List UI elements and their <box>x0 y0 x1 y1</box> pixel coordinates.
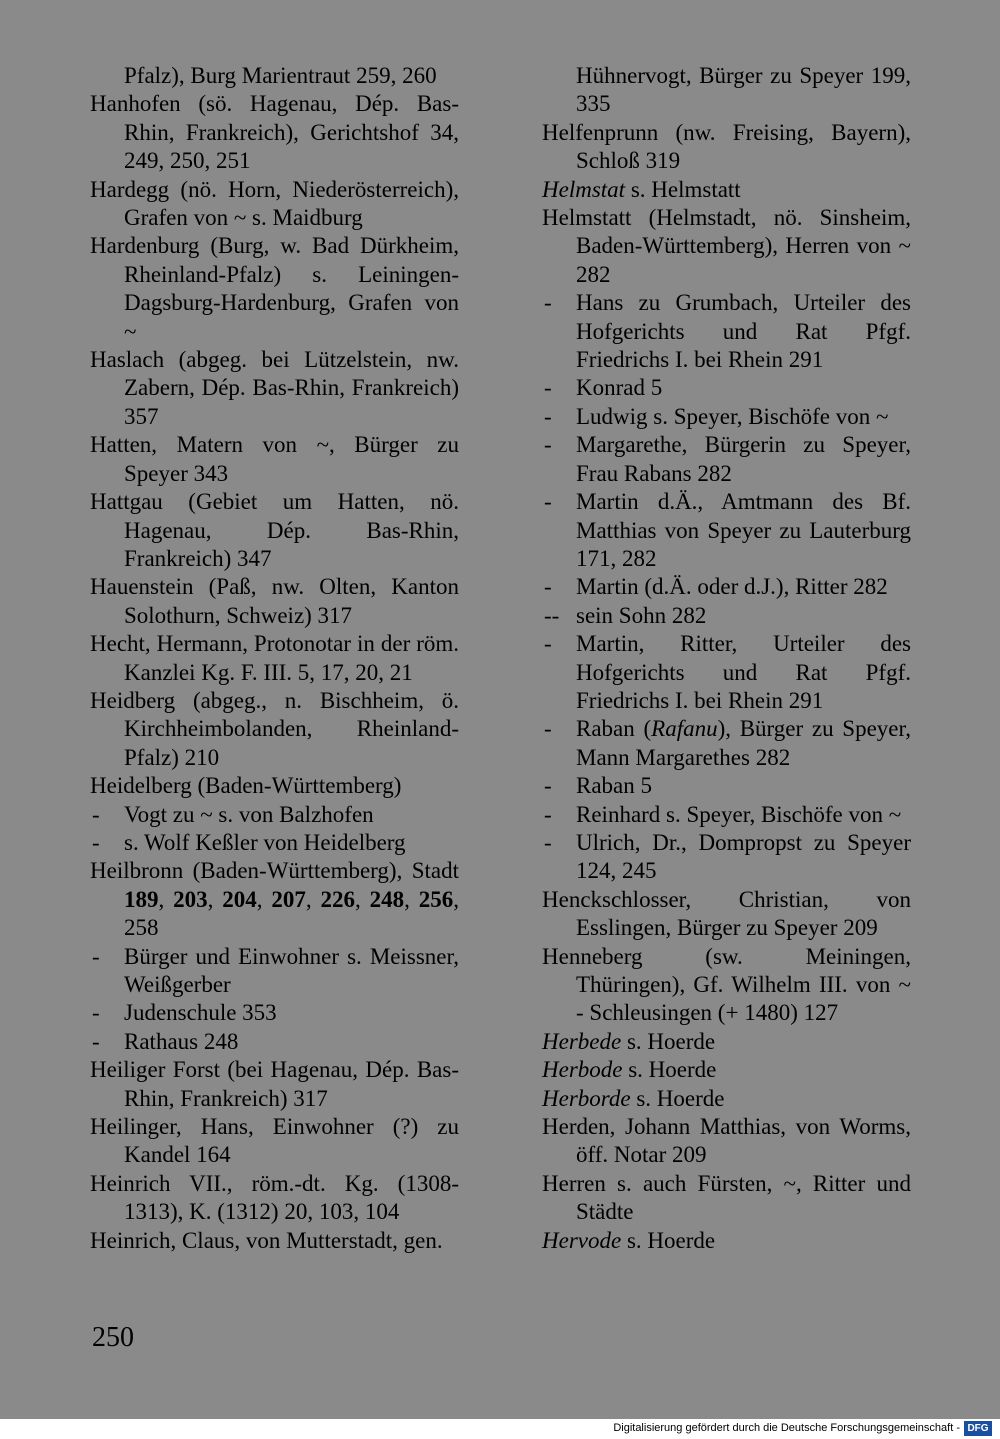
index-column-right <box>542 62 911 1255</box>
subentry-text: Raban (Rafanu), Bürger zu Speyer, Mann Margarethes 282 <box>576 716 911 770</box>
index-entry: Hauenstein (Paß, nw. Olten, Kanton Solothurn, Schweiz) 317 <box>90 574 459 628</box>
index-entry: Hecht, Hermann, Protonotar in der röm. Kanzlei Kg. F. III. 5, 17, 20, 21 <box>90 631 459 685</box>
index-entry: Herbode s. Hoerde <box>542 1057 717 1083</box>
index-entry: Helfenprunn (nw. Freising, Bayern), Schloß 319 <box>542 119 911 174</box>
dfg-logo: DFG <box>964 1421 992 1436</box>
subentry-dash: -- <box>544 602 560 628</box>
index-column-left <box>90 62 459 1255</box>
index-subentry <box>542 573 911 601</box>
subentry-text: Rathaus 248 <box>124 1028 239 1054</box>
index-entry: Heidelberg (Baden-Württemberg) <box>90 773 402 799</box>
subentry-text: Hans zu Grumbach, Urteiler des Hofgerichts und Rat Pfgf. Friedrichs I. bei Rhein 291 <box>576 290 911 373</box>
index-entry: Heidberg (abgeg., n. Bischheim, ö. Kirchheimbolanden, Rheinland-Pfalz) 210 <box>90 687 459 770</box>
subentry-dash: - <box>544 829 552 855</box>
subentry-text: Raban 5 <box>576 773 653 799</box>
subentry-dash: - <box>544 290 552 316</box>
subentry-dash: - <box>544 432 552 458</box>
subentry-dash: - <box>544 801 552 827</box>
index-entry: Heilinger, Hans, Einwohner (?) zu Kandel 164 <box>90 1114 459 1168</box>
index-subentry <box>542 801 911 829</box>
index-entry: Helmstatt (Helmstadt, nö. Sinsheim, Baden-Württemberg), Herren von ~ 282 <box>542 205 911 287</box>
subentry-dash: - <box>92 829 100 855</box>
subentry-text: Martin, Ritter, Urteiler des Hofgerichts und Rat Pfgf. Friedrichs I. bei Rhein 291 <box>576 631 911 713</box>
subentry-text: Vogt zu ~ s. von Balzhofen <box>124 801 374 827</box>
index-subentry <box>542 772 911 800</box>
subentry-text: Bürger und Einwohner s. Meissner, Weißgerber <box>124 943 459 997</box>
subentry-dash: - <box>544 489 552 515</box>
index-entry: Hattgau (Gebiet um Hatten, nö. Hagenau, Dép. Bas-Rhin, Frankreich) 347 <box>90 489 459 571</box>
index-subentry <box>542 289 911 374</box>
index-entry: Henneberg (sw. Meiningen, Thüringen), Gf. Wilhelm III. von ~ - Schleusingen (+ 1480) 127 <box>542 943 911 1026</box>
index-subentry <box>90 943 459 1000</box>
subentry-dash: - <box>544 631 552 657</box>
index-entry-continued: Hühnervogt, Bürger zu Speyer 199, 335 <box>576 63 911 117</box>
footer-bar <box>0 1419 1000 1439</box>
subentry-text: s. Wolf Keßler von Heidelberg <box>124 829 406 855</box>
index-entry: Heiliger Forst (bei Hagenau, Dép. Bas-Rhin, Frankreich) 317 <box>90 1057 459 1111</box>
subentry-text: Ulrich, Dr., Dompropst zu Speyer 124, 245 <box>576 829 911 884</box>
subentry-dash: - <box>544 403 552 429</box>
index-entry: Herren s. auch Fürsten, ~, Ritter und Städte <box>542 1170 911 1225</box>
subentry-text: sein Sohn 282 <box>576 602 707 628</box>
index-entry: Herborde s. Hoerde <box>542 1085 725 1111</box>
index-entry: Herden, Johann Matthias, von Worms, öff. Notar 209 <box>542 1114 911 1168</box>
subentry-text: Judenschule 353 <box>124 1000 277 1026</box>
subentry-text: Reinhard s. Speyer, Bischöfe von ~ <box>576 801 902 827</box>
subentry-dash: - <box>544 574 552 600</box>
index-entry: Haslach (abgeg. bei Lützelstein, nw. Zabern, Dép. Bas-Rhin, Frankreich) 357 <box>90 347 459 429</box>
index-entry: Heinrich, Claus, von Mutterstadt, gen. <box>90 1227 443 1253</box>
index-entry: Heinrich VII., röm.-dt. Kg. (1308-1313), K. (1312) 20, 103, 104 <box>90 1170 459 1225</box>
subentry-dash: - <box>92 1000 100 1026</box>
index-subentry <box>90 829 459 857</box>
footer-credit-text: Digitalisierung gefördert durch die Deutsche Forschungsgemeinschaft - <box>613 1422 960 1434</box>
index-subentry <box>542 829 911 886</box>
subentry-dash: - <box>92 943 100 969</box>
subentry-text: Konrad 5 <box>576 375 663 401</box>
index-subentry <box>542 630 911 715</box>
index-entry: Hardegg (nö. Horn, Niederösterreich), Grafen von ~ s. Maidburg <box>90 176 459 231</box>
index-subentry <box>542 403 911 431</box>
index-entry: Hatten, Matern von ~, Bürger zu Speyer 343 <box>90 432 459 486</box>
index-entry: Heilbronn (Baden-Württemberg), Stadt 189, 203, 204, 207, 226, 248, 256, 258 <box>90 858 459 941</box>
index-subentry <box>90 1028 459 1056</box>
index-subentry <box>542 374 911 402</box>
subentry-dash: - <box>544 375 552 401</box>
subentry-text: Martin (d.Ä. oder d.J.), Ritter 282 <box>576 574 888 600</box>
index-entry: Hardenburg (Burg, w. Bad Dürkheim, Rheinland-Pfalz) s. Leiningen-Dagsburg-Hardenburg, Grafen von ~ <box>90 233 459 344</box>
index-entry: Hanhofen (sö. Hagenau, Dép. Bas-Rhin, Frankreich), Gerichtshof 34, 249, 250, 251 <box>90 91 459 174</box>
index-subentry <box>90 999 459 1027</box>
subentry-text: Ludwig s. Speyer, Bischöfe von ~ <box>576 403 889 429</box>
subentry-text: Margarethe, Bürgerin zu Speyer, Frau Rabans 282 <box>576 432 911 486</box>
page-number: 250 <box>92 1322 134 1353</box>
index-subentry <box>542 602 911 630</box>
index-subentry <box>542 715 911 772</box>
index-entry: Henckschlosser, Christian, von Esslingen, Bürger zu Speyer 209 <box>542 886 911 941</box>
index-subentry <box>90 801 459 829</box>
subentry-dash: - <box>92 801 100 827</box>
index-subentry <box>542 431 911 488</box>
index-entry-continued: Pfalz), Burg Marientraut 259, 260 <box>124 63 437 88</box>
index-entry: Hervode s. Hoerde <box>542 1227 716 1253</box>
index-entry: Herbede s. Hoerde <box>542 1028 716 1054</box>
index-subentry <box>542 488 911 573</box>
subentry-dash: - <box>92 1028 100 1054</box>
subentry-dash: - <box>544 773 552 799</box>
subentry-text: Martin d.Ä., Amtmann des Bf. Matthias von Speyer zu Lauterburg 171, 282 <box>576 489 911 571</box>
index-entry: Helmstat s. Helmstatt <box>542 176 741 202</box>
subentry-dash: - <box>544 716 552 742</box>
